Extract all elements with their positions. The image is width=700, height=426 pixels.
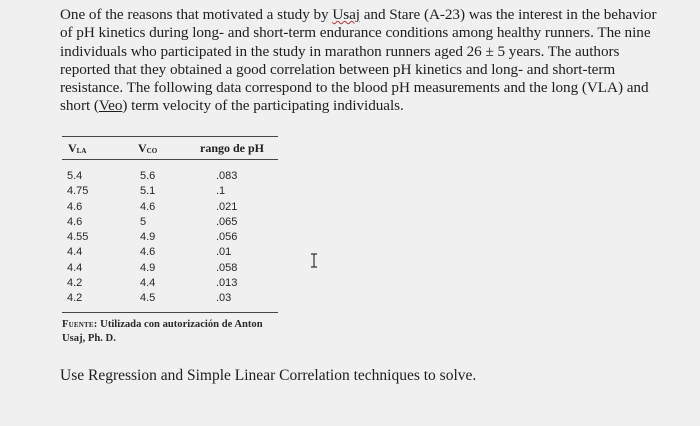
table-cell: 4.75 xyxy=(67,185,89,198)
table-cell: 4.5 xyxy=(140,292,156,305)
table-cell: 4.2 xyxy=(67,292,83,305)
header-vla-sub: LA xyxy=(76,147,87,155)
table-row xyxy=(62,185,278,200)
table-cell: 4.4 xyxy=(140,277,156,290)
header-ph-range: rango de pH xyxy=(200,141,265,155)
source-text-1: Utilizada con autorización de Anton xyxy=(97,319,263,330)
source-text-2: Usaj, Ph. D. xyxy=(62,333,116,344)
table-cell: 4.6 xyxy=(67,200,83,213)
table-cell: .01 xyxy=(216,246,232,259)
table-cell: 4.9 xyxy=(140,231,156,244)
table-cell: 4.6 xyxy=(140,246,156,259)
table-row xyxy=(62,170,278,185)
source-note xyxy=(62,318,322,346)
table-cell: .065 xyxy=(216,215,238,228)
table-cell: .013 xyxy=(216,277,238,290)
paragraph-part-1: One of the reasons that motivated a study by xyxy=(60,6,333,23)
table-cell: 5 xyxy=(140,215,147,228)
table-cell: 4.9 xyxy=(140,261,156,274)
table-cell: 5.4 xyxy=(67,170,83,182)
table-cell: 4.4 xyxy=(67,261,83,274)
table-body xyxy=(62,170,278,308)
table-cell: .058 xyxy=(216,261,238,274)
table-row xyxy=(62,231,278,246)
table-row xyxy=(62,201,278,216)
problem-paragraph xyxy=(60,6,660,116)
table-row xyxy=(62,292,278,307)
i-beam-cursor-icon xyxy=(309,253,319,268)
table-row xyxy=(62,246,278,261)
header-vco-sub: CO xyxy=(146,147,158,155)
instruction-text: Use Regression and Simple Linear Correlation techniques to solve. xyxy=(60,367,477,384)
paragraph-part-3: and Stare (A-23) was the interest in the behavior of pH kinetics during long- and short-term endurance conditions among healthy runners. The nine individuals who participated in the study in marathon runners aged 26 ± 5 years. The authors reported that they obtained a good correlation between pH kinetics and long- and short-term resistance. The following data correspond to the blood pH measurements and the long (VLA) and short ( xyxy=(60,6,657,115)
paragraph-author-name: Usaj xyxy=(332,6,360,23)
table-cell: .1 xyxy=(216,185,226,198)
table-header-rule xyxy=(62,159,278,160)
table-cell: .083 xyxy=(216,170,238,182)
header-vco xyxy=(138,141,157,156)
table-cell: 4.2 xyxy=(67,277,83,290)
header-vla-main: V xyxy=(68,141,77,155)
table-cell: 4.6 xyxy=(67,215,83,228)
table-bottom-rule xyxy=(62,312,278,313)
paragraph-part-5: ) term velocity of the participating individuals. xyxy=(122,97,404,115)
paragraph-veo-term: Veo xyxy=(98,97,123,115)
source-label: Fuente: xyxy=(62,319,98,330)
data-table xyxy=(62,136,278,313)
table-cell: .03 xyxy=(216,292,232,305)
table-cell: 5.6 xyxy=(140,170,156,182)
table-cell: 4.55 xyxy=(67,231,89,244)
table-row xyxy=(62,277,278,292)
table-cell: 5.1 xyxy=(140,185,156,198)
table-cell: .021 xyxy=(216,200,238,213)
table-cell: .056 xyxy=(216,231,238,244)
header-vco-main: V xyxy=(138,141,147,155)
header-vla xyxy=(68,141,86,156)
table-cell: 4.4 xyxy=(67,246,83,259)
table-header xyxy=(62,137,278,159)
table-cell: 4.6 xyxy=(140,200,156,213)
table-row xyxy=(62,216,278,231)
table-row xyxy=(62,262,278,277)
